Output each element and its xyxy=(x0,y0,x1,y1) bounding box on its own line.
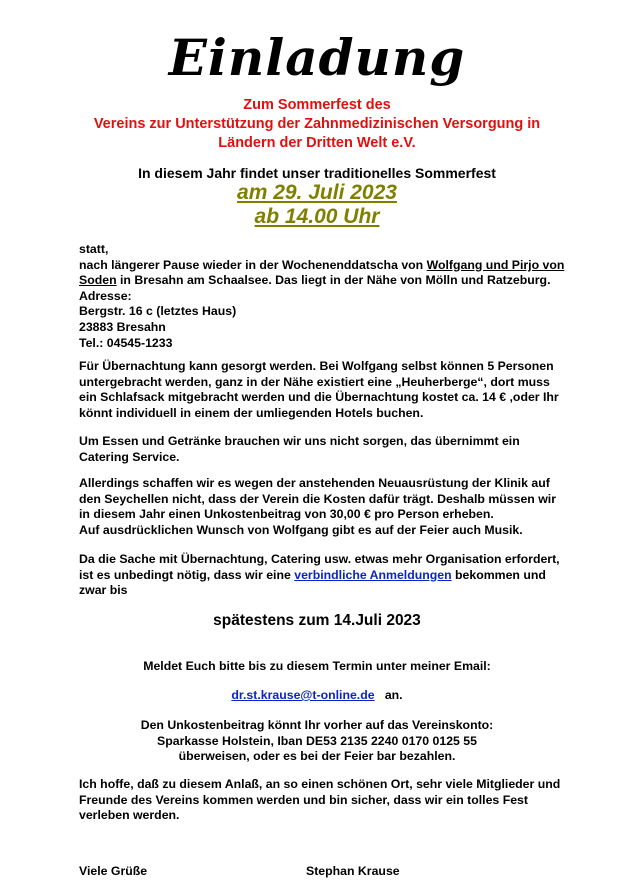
intro-text: In diesem Jahr findet unser traditionelles Sommerfest xyxy=(138,165,496,181)
paragraph-line: könnt individuell in einem der umliegenden Hotels buchen. xyxy=(79,405,424,420)
header-line-3: Ländern der Dritten Welt e.V. xyxy=(218,135,416,151)
paragraph-line: Da die Sache mit Übernachtung, Catering usw. etwas mehr Organisation erfordert, xyxy=(79,552,560,566)
bank-line: überweisen, oder es bei der Feier bar bezahlen. xyxy=(178,749,456,764)
header-line-2: Vereins zur Unterstützung der Zahnmedizinischen Versorgung in xyxy=(93,116,541,132)
signature-name: Stephan Krause xyxy=(306,864,400,878)
location-line xyxy=(79,273,564,289)
paragraph-line: Allerdings schaffen wir es wegen der anstehenden Neuausrüstung der Klinik auf xyxy=(79,476,550,490)
paragraph-line xyxy=(79,568,560,584)
greeting: Viele Grüße xyxy=(79,864,148,878)
email-suffix: an. xyxy=(384,688,403,702)
paragraph-line: Ich hoffe, daß zu diesem Anlaß, an so einen schönen Ort, sehr viele Mitglieder und xyxy=(79,777,561,791)
paragraph-line: untergebracht werden, ganz in der Nähe existiert eine „Heuherberge“, dort muss xyxy=(79,374,550,389)
bank-line: Den Unkostenbeitrag könnt Ihr vorher auf das Vereinskonto: xyxy=(140,718,494,732)
address-city: 23883 Bresahn xyxy=(79,319,166,334)
bank-details: Sparkasse Holstein, Iban DE53 2135 2240 0170 0125 55 xyxy=(157,733,477,748)
paragraph-line: verleben werden. xyxy=(79,808,180,823)
page-title: Einladung xyxy=(168,28,466,87)
deadline-text: spätestens zum 14.Juli 2023 xyxy=(213,612,421,629)
address-phone: Tel.: 04545-1233 xyxy=(79,335,173,350)
event-time-row xyxy=(0,205,634,229)
bank-block xyxy=(0,718,634,765)
event-date-row xyxy=(0,181,634,205)
lodging-paragraph xyxy=(79,359,559,421)
paragraph-line: Catering Service. xyxy=(79,449,180,464)
food-paragraph xyxy=(79,434,520,465)
location-block xyxy=(79,242,564,351)
paragraph-text: ist es unbedingt nötig, dass wir eine xyxy=(79,567,295,582)
location-line xyxy=(79,258,564,274)
location-text: in Bresahn am Schaalsee. Das liegt in der Nähe von Mölln und Ratzeburg. xyxy=(116,273,551,288)
host-names: Wolfgang und Pirjo von xyxy=(426,257,565,272)
paragraph-line: in diesem Jahr einen Unkostenbeitrag von 30,00 € pro Person erheben. xyxy=(79,507,494,522)
paragraph-line: Um Essen und Getränke brauchen wir uns nicht sorgen, das übernimmt ein xyxy=(79,434,520,448)
paragraph-line: zwar bis xyxy=(79,583,128,598)
email-link[interactable]: dr.st.krause@t-online.de xyxy=(231,688,375,702)
closing-paragraph xyxy=(79,777,560,824)
paragraph-text: bekommen und xyxy=(451,567,546,582)
address-street: Bergstr. 16 c (letztes Haus) xyxy=(79,304,237,319)
paragraph-line: Für Übernachtung kann gesorgt werden. Bei Wolfgang selbst können 5 Personen xyxy=(79,359,554,373)
email-prompt: Meldet Euch bitte bis zu diesem Termin unter meiner Email: xyxy=(143,659,491,673)
header-line-1: Zum Sommerfest des xyxy=(243,97,391,113)
host-surname: Soden xyxy=(79,273,117,288)
registration-link[interactable]: verbindliche Anmeldungen xyxy=(294,567,452,582)
event-time: ab 14.00 Uhr xyxy=(254,205,380,228)
paragraph-line: den Seychellen nicht, dass der Verein die Kosten dafür trägt. Deshalb müssen wir xyxy=(79,491,556,506)
event-date: am 29. Juli 2023 xyxy=(237,181,397,204)
address-label: Adresse: xyxy=(79,288,132,303)
email-row xyxy=(0,688,634,702)
location-line: statt, xyxy=(79,242,109,256)
paragraph-line: ein Schlafsack mitgebracht werden und die Übernachtung kostet ca. 14 € ,oder Ihr xyxy=(79,390,559,405)
registration-paragraph xyxy=(79,552,560,599)
paragraph-line: Freunde des Vereins kommen werden und bin sicher, dass wir ein tolles Fest xyxy=(79,792,528,807)
paragraph-line: Auf ausdrücklichen Wunsch von Wolfgang gibt es auf der Feier auch Musik. xyxy=(79,522,523,537)
costs-paragraph xyxy=(79,476,556,538)
location-text: nach längerer Pause wieder in der Wochenenddatscha von xyxy=(79,257,427,272)
